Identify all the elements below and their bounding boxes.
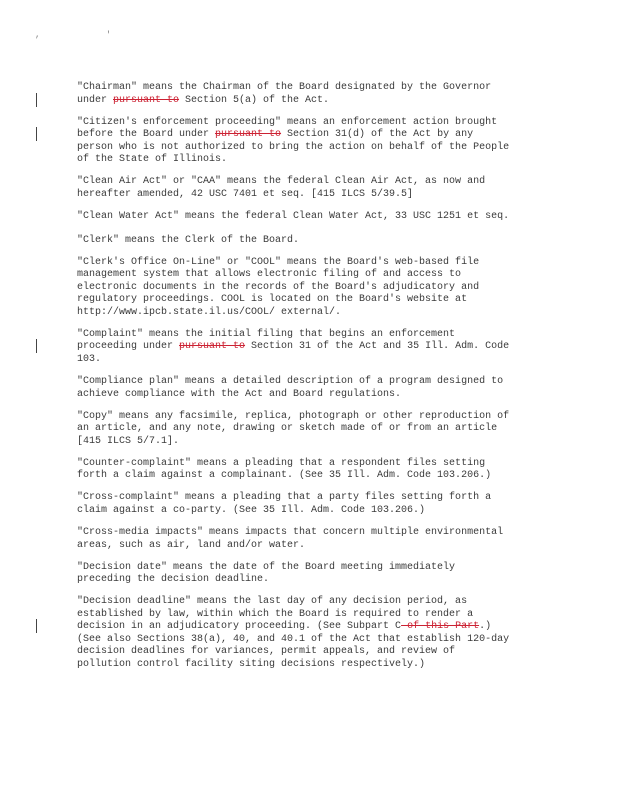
text-line [77,82,547,95]
text-run: preceding the decision deadline. [77,574,270,586]
definition-paragraph [77,117,547,167]
text-run: management system that allows electronic filing of and access to [77,269,462,281]
text-line [77,540,547,553]
text-line [77,527,547,540]
definition-paragraph [77,176,547,201]
text-line [77,411,547,424]
text-run: "Clean Water Act" means the federal Clean Water Act, 33 USC 1251 et seq. [77,210,510,222]
text-run: decision in an adjudicatory proceeding. (See Subpart C [77,621,402,633]
text-run: forth a claim against a complainant. (See 35 Ill. Adm. Code 103.206.) [77,470,492,482]
text-line [77,176,547,189]
deleted-text: pursuant to [215,129,282,141]
text-line [77,257,547,270]
text-line [77,95,547,108]
text-run: (See also Sections 38(a), 40, and 40.1 of the Act that establish 120-day [77,633,510,645]
text-line [77,389,547,402]
text-line [77,142,547,155]
text-run: established by law, within which the Board is required to render a [77,608,474,620]
definitions-body [77,82,547,681]
text-line [77,294,547,307]
text-line [77,117,547,130]
definition-paragraph [77,411,547,449]
text-run: "Decision date" means the date of the Board meeting immediately [77,561,456,573]
text-line [77,282,547,295]
text-line [77,458,547,471]
text-line [77,307,547,320]
text-run: achieve compliance with the Act and Board regulations. [77,388,402,400]
text-run: "Decision deadline" means the last day of any decision period, as [77,596,468,608]
text-line [77,609,547,622]
text-run: areas, such as air, land and/or water. [77,539,306,551]
definition-paragraph [77,562,547,587]
text-line [77,154,547,167]
text-run: proceeding under [77,341,180,353]
definition-paragraph [77,458,547,483]
deleted-text: pursuant to [179,341,246,353]
text-run: hereafter amended, 42 USC 7401 et seq. [415 ILCS 5/39.5] [77,188,414,200]
text-line [77,470,547,483]
text-run: [415 ILCS 5/7.1]. [77,435,180,447]
text-line [77,562,547,575]
text-run: "Chairman" means the Chairman of the Board designated by the Governor [77,82,492,93]
text-run: "Clean Air Act" or "CAA" means the federal Clean Air Act, as now and [77,176,486,188]
text-line [77,574,547,587]
text-run: Section 31(d) of the Act by any [281,129,474,141]
text-line [77,596,547,609]
definition-paragraph [77,376,547,401]
text-run: 103. [77,354,102,366]
definition-paragraph [77,82,547,107]
revision-bar [36,619,37,633]
revision-bar [36,127,37,141]
text-run: decision deadlines for variances, permit appeals, and review of [77,646,456,658]
text-line [77,423,547,436]
revision-bar [36,339,37,353]
text-line [77,354,547,367]
text-run: Section 5(a) of the Act. [179,94,330,106]
definition-paragraph [77,329,547,367]
definition-paragraph [77,527,547,552]
text-run: before the Board under [77,129,216,141]
text-run: regulatory proceedings. COOL is located on the Board's website at [77,294,468,306]
text-run: an article, and any note, drawing or sketch made of or from an article [77,423,498,435]
definition-paragraph [77,492,547,517]
text-run: "Cross-media impacts" means impacts that concern multiple environmental [77,526,504,538]
text-run: http://www.ipcb.state.il.us/COOL/ external/. [77,306,342,318]
text-run: "Citizen's enforcement proceeding" means an enforcement action brought [77,116,498,128]
text-run: "Copy" means any facsimile, replica, photograph or other reproduction of [77,410,510,422]
text-line [77,436,547,449]
text-line [77,189,547,202]
revision-bar [36,93,37,107]
text-run: "Clerk" means the Clerk of the Board. [77,234,300,246]
text-line [77,269,547,282]
text-run: "Compliance plan" means a detailed description of a program designed to [77,376,504,388]
text-run: "Cross-complaint" means a pleading that a party files setting forth a [77,492,492,504]
text-line [77,621,547,634]
text-run: "Complaint" means the initial filing that begins an enforcement [77,328,456,340]
text-run: under [77,94,114,106]
text-run: claim against a co-party. (See 35 Ill. Adm. Code 103.206.) [77,504,426,516]
text-line [77,129,547,142]
text-line [77,376,547,389]
text-run: electronic documents in the records of the Board's adjudicatory and [77,281,480,293]
deleted-text: pursuant to [113,94,180,106]
deleted-text: of this Part [401,621,480,633]
definition-paragraph [77,596,547,672]
text-run: .) [479,621,492,633]
text-line [77,505,547,518]
text-line [77,646,547,659]
text-run: pollution control facility siting decisions respectively.) [77,659,426,671]
text-run: of the State of Illinois. [77,154,228,166]
scan-marks: , ' [35,30,142,40]
text-line [77,211,547,224]
text-line [77,235,547,248]
text-run: "Clerk's Office On-Line" or "COOL" means the Board's web-based file [77,256,480,268]
text-line [77,659,547,672]
text-line [77,492,547,505]
text-line [77,341,547,354]
text-run: "Counter-complaint" means a pleading that a respondent files setting [77,457,486,469]
definition-paragraph [77,211,547,224]
text-run: Section 31 of the Act and 35 Ill. Adm. Code [245,341,510,353]
text-line [77,634,547,647]
definition-paragraph [77,257,547,320]
definition-paragraph [77,235,547,248]
text-run: person who is not authorized to bring the action on behalf of the People [77,141,510,153]
text-line [77,329,547,342]
